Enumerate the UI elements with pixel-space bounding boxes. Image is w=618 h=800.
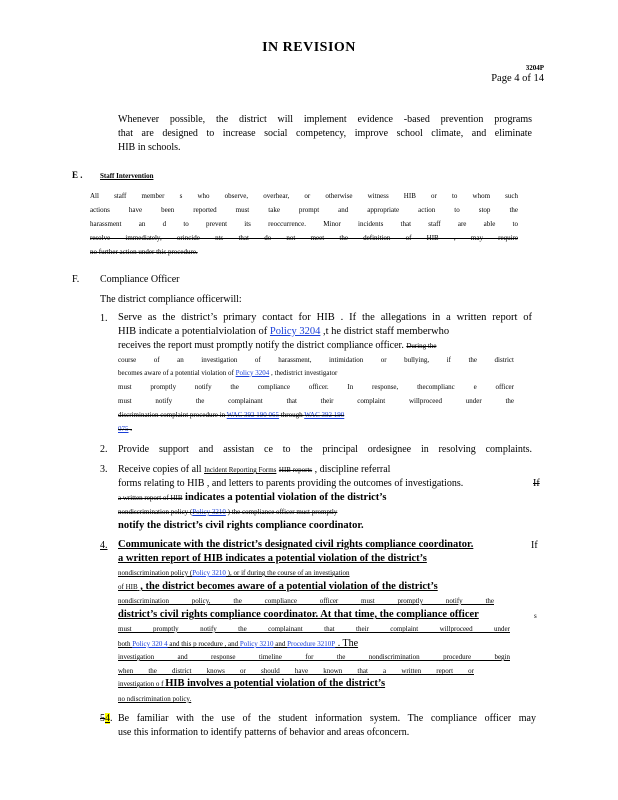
section-e-heading: Staff Intervention xyxy=(100,172,154,180)
item-3-text: Receive copies of all xyxy=(118,464,205,475)
item-3-line-2-end: If xyxy=(533,478,540,489)
item-4-line-7: must promptly notify the complainant that their complaint willproceed under xyxy=(118,625,510,633)
intro-line-3: HIB in schools. xyxy=(118,142,181,153)
item-4-line-5: nondiscrimination policy, the compliance officer must promptly notify the xyxy=(118,597,494,605)
item-4-text: and this p rocedure , and xyxy=(167,640,240,648)
item-1-text: through xyxy=(279,411,305,419)
item-5-number-dot: . xyxy=(110,713,113,724)
wac-link[interactable]: 075 xyxy=(118,425,129,433)
item-4-text: and xyxy=(273,640,288,648)
item-4-line-6: district’s civil rights compliance coordinator. At that time, the compliance officer xyxy=(118,609,479,620)
deleted-text: During the xyxy=(406,342,437,350)
item-4-line-11 xyxy=(118,678,385,691)
section-e-line: actions have been reported must take prompt and appropriate action to stop the xyxy=(90,206,518,214)
wac-link[interactable]: WAC 392 190 065 xyxy=(226,411,280,419)
item-1-text: receives the report must promptly notify the district compliance officer. xyxy=(118,340,407,351)
item-3-text: , discipline referral xyxy=(312,464,391,475)
item-3-text: nondiscrimination policy ( xyxy=(118,508,193,516)
item-4-text: nondiscrimination policy ( xyxy=(118,569,193,577)
item-3-text: ) the compliance officer must promptly xyxy=(225,508,338,516)
item-4-line-2: a written report of HIB indicates a potential violation of the district’s xyxy=(118,553,427,564)
item-4-line-3 xyxy=(118,568,350,579)
policy-3204-link[interactable]: Policy 320 4 xyxy=(132,640,168,648)
item-4-text: ), or if during the course of an investigation xyxy=(225,569,350,577)
policy-3210-link[interactable]: Policy 3210 xyxy=(239,640,274,648)
item-4-text: both xyxy=(118,640,133,648)
item-3-line-2: forms relating to HIB , and letters to parents providing the outcomes of investigations. xyxy=(118,478,464,489)
item-5-line-2: use this information to identify patterns of behavior and areas ofconcern. xyxy=(118,727,410,738)
item-1-line-1: Serve as the district’s primary contact for HIB . If the allegations in a written report of xyxy=(118,312,532,323)
item-1-text: ,t he district staff memberwho xyxy=(320,326,450,337)
item-4-line-4 xyxy=(118,581,438,594)
intro-line-1: Whenever possible, the district will implement evidence -based prevention programs xyxy=(118,114,532,125)
item-4-line-1-end: If xyxy=(531,540,538,551)
policy-3204-link[interactable]: Policy 3204 xyxy=(235,369,270,377)
item-1-small-line-deleted xyxy=(118,424,132,435)
incident-forms-text: Incident Reporting Forms xyxy=(204,466,277,474)
section-f-heading: Compliance Officer xyxy=(100,274,180,285)
item-4-number: 4. xyxy=(100,540,108,551)
item-4-text: of HIB xyxy=(118,583,138,591)
item-3-line-5: notify the district’s civil rights compliance coordinator. xyxy=(118,520,364,531)
section-e-line: All staff member s who observe, overhear, or otherwise witness HIB or to whom such xyxy=(90,192,518,200)
item-1-line-2 xyxy=(118,326,449,339)
page-title: IN REVISION xyxy=(262,40,356,55)
inserted-text: indicates a potential violation of the district’s xyxy=(185,492,387,503)
item-5-number xyxy=(100,713,113,726)
item-4-text: investigation o f xyxy=(118,680,166,688)
item-5-line-1: Be familiar with the use of the student information system. The compliance officer may xyxy=(118,713,536,724)
item-1-small-line: course of an investigation of harassment, intimidation or bullying, if the district xyxy=(118,356,514,364)
item-3-line-3 xyxy=(118,492,386,505)
item-4-line-9: investigation and response timeline for the nondiscrimination procedure begin xyxy=(118,653,510,661)
item-4-line-1: Communicate with the district’s designated civil rights compliance coordinator. xyxy=(118,539,474,550)
item-2-number: 2. xyxy=(100,444,108,455)
item-4-line-6-end: s xyxy=(534,612,537,620)
procedure-3210p-link[interactable]: Procedure 3210P xyxy=(287,640,336,648)
item-4-text: . The xyxy=(335,638,359,649)
item-5-number-inserted: 4 xyxy=(105,713,110,724)
item-3-number: 3. xyxy=(100,464,108,475)
deleted-text: HIB reports xyxy=(278,466,313,474)
item-1-text: . xyxy=(128,425,132,433)
item-4-line-8 xyxy=(118,638,358,651)
item-1-small-line xyxy=(118,368,337,379)
item-1-text: , thedistrict investigator xyxy=(269,369,338,377)
item-1-text: HIB indicate a potentialviolation of xyxy=(118,326,270,337)
inserted-text: , the district becomes aware of a potential violation of the district’s xyxy=(137,581,438,592)
policy-3210-link[interactable]: Policy 3210 xyxy=(192,569,226,577)
item-4-line-12: no ndiscrimination policy. xyxy=(118,695,192,703)
item-1-small-line: must notify the complainant that their complaint willproceed under the xyxy=(118,397,514,405)
item-1-text: discrimination complaint procedure in xyxy=(118,411,227,419)
section-f-intro: The district compliance officerwill: xyxy=(100,294,242,305)
section-e-line: harassment an d to prevent its reoccurrence. Minor incidents that staff are able to xyxy=(90,220,518,228)
item-1-number: 1. xyxy=(100,313,108,324)
wac-link[interactable]: WAC 392 190 xyxy=(304,411,345,419)
section-f-letter: F. xyxy=(72,274,80,285)
item-1-line-3 xyxy=(118,340,436,353)
intro-line-2: that are designed to increase social competency, improve school climate, and eliminate xyxy=(118,128,532,139)
item-5-number-deleted: 5 xyxy=(100,713,105,724)
doc-number: 3204P xyxy=(525,64,544,72)
page-number: Page 4 of 14 xyxy=(491,73,544,84)
section-e-line-deleted: no further action under this procedure. xyxy=(90,248,198,256)
policy-3204-link[interactable]: Policy 3204 xyxy=(269,326,321,337)
item-1-small-line: must promptly notify the compliance officer. In response, thecomplianc e officer xyxy=(118,383,514,391)
section-e-line-deleted: resolve immediately, orincide nts that do not meet the definition of HIB , may require xyxy=(90,234,518,242)
item-3-line-1 xyxy=(118,464,390,477)
item-3-line-4 xyxy=(118,507,337,518)
item-1-text: becomes aware of a potential violation of xyxy=(118,369,236,377)
item-1-small-line-deleted xyxy=(118,410,344,421)
item-2-text: Provide support and assistan ce to the principal ordesignee in resolving complaints. xyxy=(118,444,532,455)
deleted-text: a written report of HIB xyxy=(118,494,183,502)
policy-3210-link[interactable]: Policy 3210 xyxy=(192,508,226,516)
section-e-letter: E . xyxy=(72,170,83,180)
item-4-line-10: when the district knows or should have known that a written report or xyxy=(118,667,474,675)
inserted-text: HIB involves a potential violation of the district’s xyxy=(165,678,386,689)
